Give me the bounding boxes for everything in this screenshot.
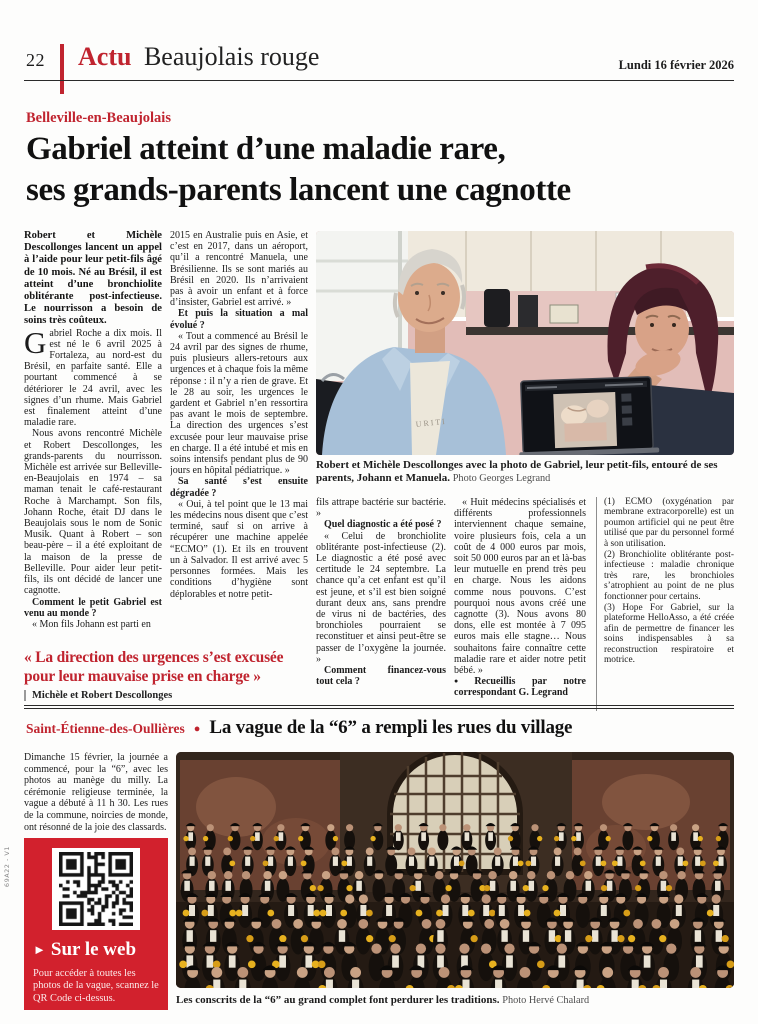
article-intro: Robert et Michèle Descollonges lancent un appel à l’aide pour leur petit-fils âgé de 10 mois. Né au Brésil, il est atteint d’une bronchiolite oblitérante post-infectieuse. Le nourrisson a besoin de soins très coûteux. xyxy=(24,230,162,327)
edition-code: 69A22 - V1 xyxy=(3,846,11,888)
article-paragraph: « Tout a commencé au Brésil le 24 avril par des signes de rhume, puis plusieurs allers-retours aux urgences et à chaque fois la même réponse : il n’y a rien de grave. Et le 28 au soir, les urgences le gardent et Gabriel n’en ressortira pas avant le mois de septembre. La direction des urgences s’est excusée pour leur mauvaise prise en charge. Il a été intubé et mis en soins intensifs pendant plus de 90 jours en hôpital pédiatrique. » xyxy=(170,330,308,477)
footnotes-column xyxy=(596,497,734,711)
article-column-4 xyxy=(454,497,586,709)
village-section-header xyxy=(26,717,734,739)
masthead-red-bar xyxy=(60,44,64,94)
play-arrow-icon: ► xyxy=(33,942,46,957)
article-column-1 xyxy=(24,230,162,648)
article-headline xyxy=(26,129,734,211)
bullet-icon: ● xyxy=(454,677,473,686)
svg-text:U R I T I: U R I T I xyxy=(415,417,446,429)
interview-question: Comment le petit Gabriel est venu au monde ? xyxy=(24,596,162,619)
group-photo-illustration xyxy=(176,752,734,988)
main-photo-caption xyxy=(316,459,734,485)
edition-date: Lundi 16 février 2026 xyxy=(618,58,734,72)
article-column-3 xyxy=(316,497,446,709)
web-box-instructions: Pour accéder à toutes les photos de la vague, scannez le QR Code ci-dessus. xyxy=(33,968,159,1004)
section-name: Actu xyxy=(78,42,132,71)
photo-credit: Photo Georges Legrand xyxy=(452,473,551,484)
pull-quote xyxy=(24,649,316,701)
village-headline: La vague de la “6” a rempli les rues du village xyxy=(209,717,573,738)
group-photo-caption xyxy=(176,994,734,1007)
article-paragraph: Nous avons rencontré Michèle et Robert Descollonges, les grands-parents du nourrisson. Michèle est arrivée sur Belleville-en-Beaujolais en 1974 – sa maman tenait le café-restaurant Roche à Marchampt. Son fils, Johann Roche, était DJ dans le Beaujolais sous le nom de Sonic Musik. Quant à Robert – son beau-père – il a été exploitant de la maison de la presse de Belleville. Pour aider leur petit-fils, ils ont décidé de lancer une cagnotte. xyxy=(24,428,162,597)
article-kicker: Belleville-en-Beaujolais xyxy=(26,110,171,126)
article-column-2 xyxy=(170,230,308,648)
article-paragraph: « Mon fils Johann est parti en xyxy=(32,618,151,630)
article-paragraph: « Celui de bronchiolite oblitérante post-infectieuse (2). Le diagnostic a été posé avec certitude le 24 septembre. La chance qu’a cet enfant est qu’il est jeune, et s’il est bien soigné durant deux ans, sans prendre de virus ni de bactéries, des bronchioles pourraient se reconstituer et ainsi peut-être se passer de l’oxygène la journée. » xyxy=(316,530,446,665)
article-byline: ● Recueillis par notre correspondant G. Legrand xyxy=(454,676,586,699)
masthead xyxy=(78,42,319,72)
masthead-rule xyxy=(24,80,734,81)
footnote-1: (1) ECMO (oxygénation par membrane extracorporelle) est un poumon artificiel qui ne peut être utilisé que par du personnel formé à son utilisation. xyxy=(604,497,734,549)
pull-quote-attribution: Michèle et Robert Descollonges xyxy=(24,690,316,701)
village-place-name: Saint-Étienne-des-Oullières xyxy=(26,721,185,736)
footnote-3: (3) Hope For Gabriel, sur la plateforme HelloAsso, a été créée afin de permettre de financer les soins indispensables à sa reconstruction respiratoire et motrice. xyxy=(604,603,734,666)
article-paragraph: fils attrape bactérie sur bactérie. » xyxy=(316,497,446,520)
article-paragraph: 2015 en Australie puis en Asie, et c’est en 2017, dans un aéroport, qu’il a rencontré Manuela, une Brésilienne. Ils se sont mariés au Brésil en 2020. Ils n’arrivaient pas à avoir un enfant et à force d’insister, Gabriel est arrivé. » xyxy=(170,230,308,309)
pull-quote-text: « La direction des urgences s’est excusée pour leur mauvaise prise en charge » xyxy=(24,649,284,685)
section-divider xyxy=(24,705,734,709)
qr-code-patch xyxy=(52,848,140,930)
footnote-2: (2) Bronchiolite oblitérante post-infectieuse : maladie chronique très rare, les bronchioles s’atrophient au point de ne plus fonctionner pour certains. xyxy=(604,550,734,602)
interview-question: Sa santé s’est ensuite dégradée ? xyxy=(170,476,308,499)
drop-cap: G xyxy=(24,324,47,360)
web-box-title: ► Sur le web xyxy=(33,939,137,960)
interview-question: Comment financez-vous tout cela ? xyxy=(316,665,446,688)
interview-question: Et puis la situation a mal évolué ? xyxy=(170,308,308,331)
interview-question: Quel diagnostic a été posé ? xyxy=(324,519,442,531)
conscrits-group-photo xyxy=(176,752,734,988)
page-number: 22 xyxy=(26,50,45,70)
article-paragraph: « Oui, à tel point que le 13 mai les médecins nous disent que c’est terminé, sauf si on arrive à récupérer une machine appelée “ECMO” (1). Et ils en trouvent un à Salvador. Il est arrivé avec 5 personnes formées. Mais les conditions d’hygiène sont déplorables et notre petit- xyxy=(170,498,308,600)
article-paragraph: Gabriel Roche a dix mois. Il est né le 6 avril 2025 à Fortaleza, au nord-est du Brésil, en parfaite santé. Elle a pourtant commencé à se détériorer le 24 avril, avec les signes d’un rhume. Mais Gabriel est finalement atteint d’une maladie rare. xyxy=(24,324,162,429)
qr-code[interactable] xyxy=(59,852,133,926)
main-photo-grandparents xyxy=(316,231,734,455)
section-subtitle: Beaujolais rouge xyxy=(143,42,320,71)
caption-text: Les conscrits de la “6” au grand complet font perdurer les traditions. xyxy=(176,994,500,1006)
web-box xyxy=(24,838,168,1010)
photo-credit: Photo Hervé Chalard xyxy=(502,995,590,1006)
headline-line-1: Gabriel atteint d’une maladie rare, xyxy=(26,131,506,167)
caption-text: Robert et Michèle Descollonges avec la photo de Gabriel, leur petit-fils, entouré de ses parents, Johann et Manuela. xyxy=(316,459,718,484)
bullet-icon: ● xyxy=(193,723,201,735)
article-paragraph: « Huit médecins spécialisés et différents professionnels interviennent chaque semaine, voire plusieurs fois, cela a un coût de 4 000 euros par mois, soit 50 000 euros par an et là-bas leur mutuelle en prend très peu en charge. Nous les aidons comme nous pouvons. C’est pourquoi nous avons créé une cagnotte (3). Nous avons 80 dons, elle est montée à 7 095 euros mais elle stagne… Nous souhaitons faire connaître cette maladie rare et aider notre petit bébé. » xyxy=(454,497,586,677)
village-body-text: Dimanche 15 février, la journée a commencé, pour la “6”, avec les photos au manège du milly. La cérémonie religieuse terminée, la vague a débuté à 11 h 30. Les rues de la commune, noircies de monde, ont résonné de la joie des classards. xyxy=(24,752,168,833)
main-photo-illustration xyxy=(316,231,734,455)
headline-line-2: ses grands-parents lancent une cagnotte xyxy=(26,172,571,208)
